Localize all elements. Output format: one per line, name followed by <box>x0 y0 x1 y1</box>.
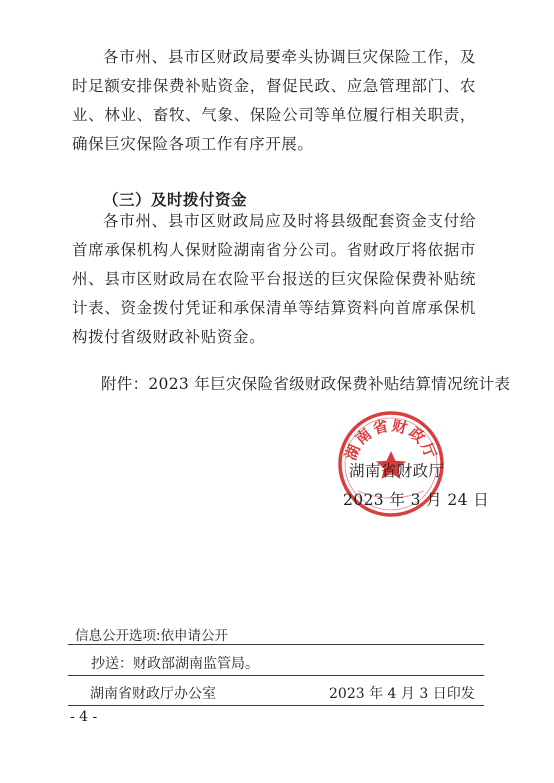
page-number: - 4 - <box>70 709 98 725</box>
svg-text:湖南省财政厅: 湖南省财政厅 <box>341 416 441 463</box>
disclosure-option: 信息公开选项:依申请公开 <box>75 628 229 644</box>
signature-organization: 湖南省财政厅 <box>349 462 445 480</box>
signature-date: 2023 年 3 月 24 日 <box>343 491 490 509</box>
print-date: 2023 年 4 月 3 日印发 <box>329 686 475 702</box>
section-heading-timely-disbursement: （三）及时拨付资金 <box>103 191 248 209</box>
footer-divider-middle <box>68 675 484 676</box>
footer-divider-top <box>68 644 484 645</box>
paragraph-disbursement: 各市州、县市区财政局应及时将县级配套资金支付给首席承保机构人保财险湖南省分公司。省财政厅将依据市州、县市区财政局在农险平台报送的巨灾保险保费补贴统计表、资金拨付凭证和承保清单等结算资料向首席承保机构拨付省级财政补贴资金。 <box>72 212 476 346</box>
cc-line: 抄送：财政部湖南监管局。 <box>91 656 259 672</box>
paragraph-funding-coordination: 各市州、县市区财政局要牵头协调巨灾保险工作，及时足额安排保费补贴资金，督促民政、应急管理部门、农业、林业、畜牧、气象、保险公司等单位履行相关职责，确保巨灾保险各项工作有序开展。 <box>72 48 476 153</box>
issuing-office: 湖南省财政厅办公室 <box>90 686 216 702</box>
attachment-line: 附件：2023 年巨灾保险省级财政保费补贴结算情况统计表 <box>101 375 511 393</box>
footer-divider-bottom <box>68 705 484 706</box>
